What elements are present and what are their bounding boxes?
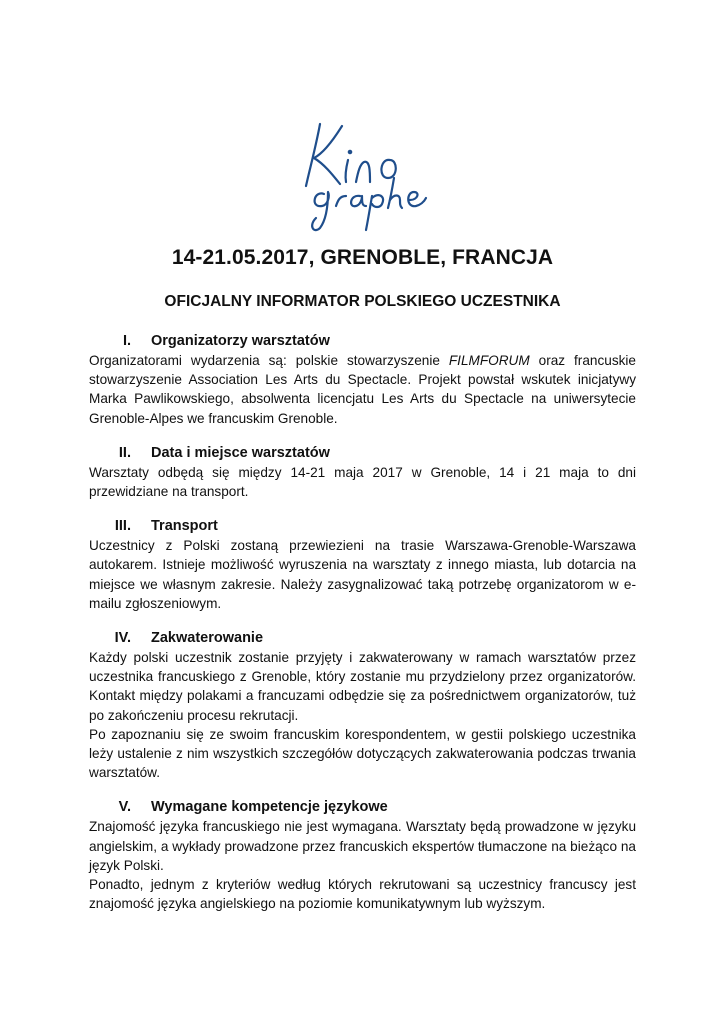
document-body — [89, 332, 636, 929]
paragraph — [89, 351, 636, 428]
page-title: 14-21.05.2017, GRENOBLE, FRANCJA — [171, 246, 554, 269]
section-number: III. — [114, 518, 131, 535]
section-title: Zakwaterowanie — [151, 630, 264, 647]
section-heading — [89, 444, 636, 463]
section-number: II. — [118, 444, 131, 461]
section-heading — [89, 629, 636, 648]
section-heading — [89, 332, 636, 351]
page-subtitle: OFICJALNY INFORMATOR POLSKIEGO UCZESTNIKA — [164, 293, 561, 310]
paragraph: Ponadto, jednym z kryteriów według których rekrutowani są uczestnicy francuscy jest znajomość języka angielskiego na poziomie komunikatywnym lub wyższym. — [89, 877, 636, 912]
section-language-skills — [89, 798, 636, 913]
section-number: V. — [118, 799, 131, 816]
section-title: Wymagane kompetencje językowe — [151, 799, 388, 816]
paragraph: Warsztaty odbędą się między 14-21 maja 2017 w Grenoble, 14 i 21 maja to dni przewidziane na transport. — [89, 464, 636, 500]
paragraph-text: Organizatorami wydarzenia są: polskie stowarzyszenie — [89, 353, 449, 368]
section-title: Transport — [151, 518, 218, 535]
paragraph: Każdy polski uczestnik zostanie przyjęty i zakwaterowany w ramach warsztatów przez uczestnika francuskiego z Grenoble, który zostanie mu przydzielony przez organizatorów. Kontakt między polakami a francuzami odbędzie się za pośrednictwem organizatorów, tuż po zakończeniu procesu rekrutacji. — [89, 650, 636, 723]
section-organizers — [89, 332, 636, 428]
section-accommodation — [89, 629, 636, 782]
organization-name: FILMFORUM — [448, 353, 530, 368]
section-title: Organizatorzy warsztatów — [151, 333, 330, 349]
paragraph: Uczestnicy z Polski zostaną przewiezieni na trasie Warszawa-Grenoble-Warszawa autokarem. Istnieje możliwość wyruszenia na warsztaty z innego miasta, lub dotarcia na miejsce we własnym zakresie. Należy zasygnalizować taką potrzebę organizatorom w e-mailu zgłoszeniowym. — [89, 538, 636, 611]
section-date-location — [89, 444, 636, 501]
section-heading — [89, 517, 636, 536]
paragraph: Po zapoznaniu się ze swoim francuskim korespondentem, w gestii polskiego uczestnika leży ustalenie z nim wszystkich szczegółów dotyczących zakwaterowania podczas trwania warsztatów. — [89, 726, 636, 781]
kinographe-logo — [290, 116, 440, 236]
section-title: Data i miejsce warsztatów — [151, 444, 330, 461]
section-number: I. — [122, 333, 131, 349]
paragraph: Znajomość języka francuskiego nie jest wymagana. Warsztaty będą prowadzone w języku angielskim, a wykłady prowadzone przez francuskich ekspertów tłumaczone na bieżąco na język Polski. — [89, 819, 636, 873]
section-transport — [89, 517, 636, 613]
section-heading — [89, 798, 636, 817]
paragraph-text: oraz francuskie stowarzyszenie Association Les Arts du Spectacle. Projekt powstał wskutek inicjatywy Marka Pawlikowskiego, absolwenta licencjatu Les Arts du Spectacle na uniwersytecie Grenoble-Alpes we francuskim Grenoble. — [89, 353, 636, 426]
section-number: IV. — [114, 630, 131, 647]
